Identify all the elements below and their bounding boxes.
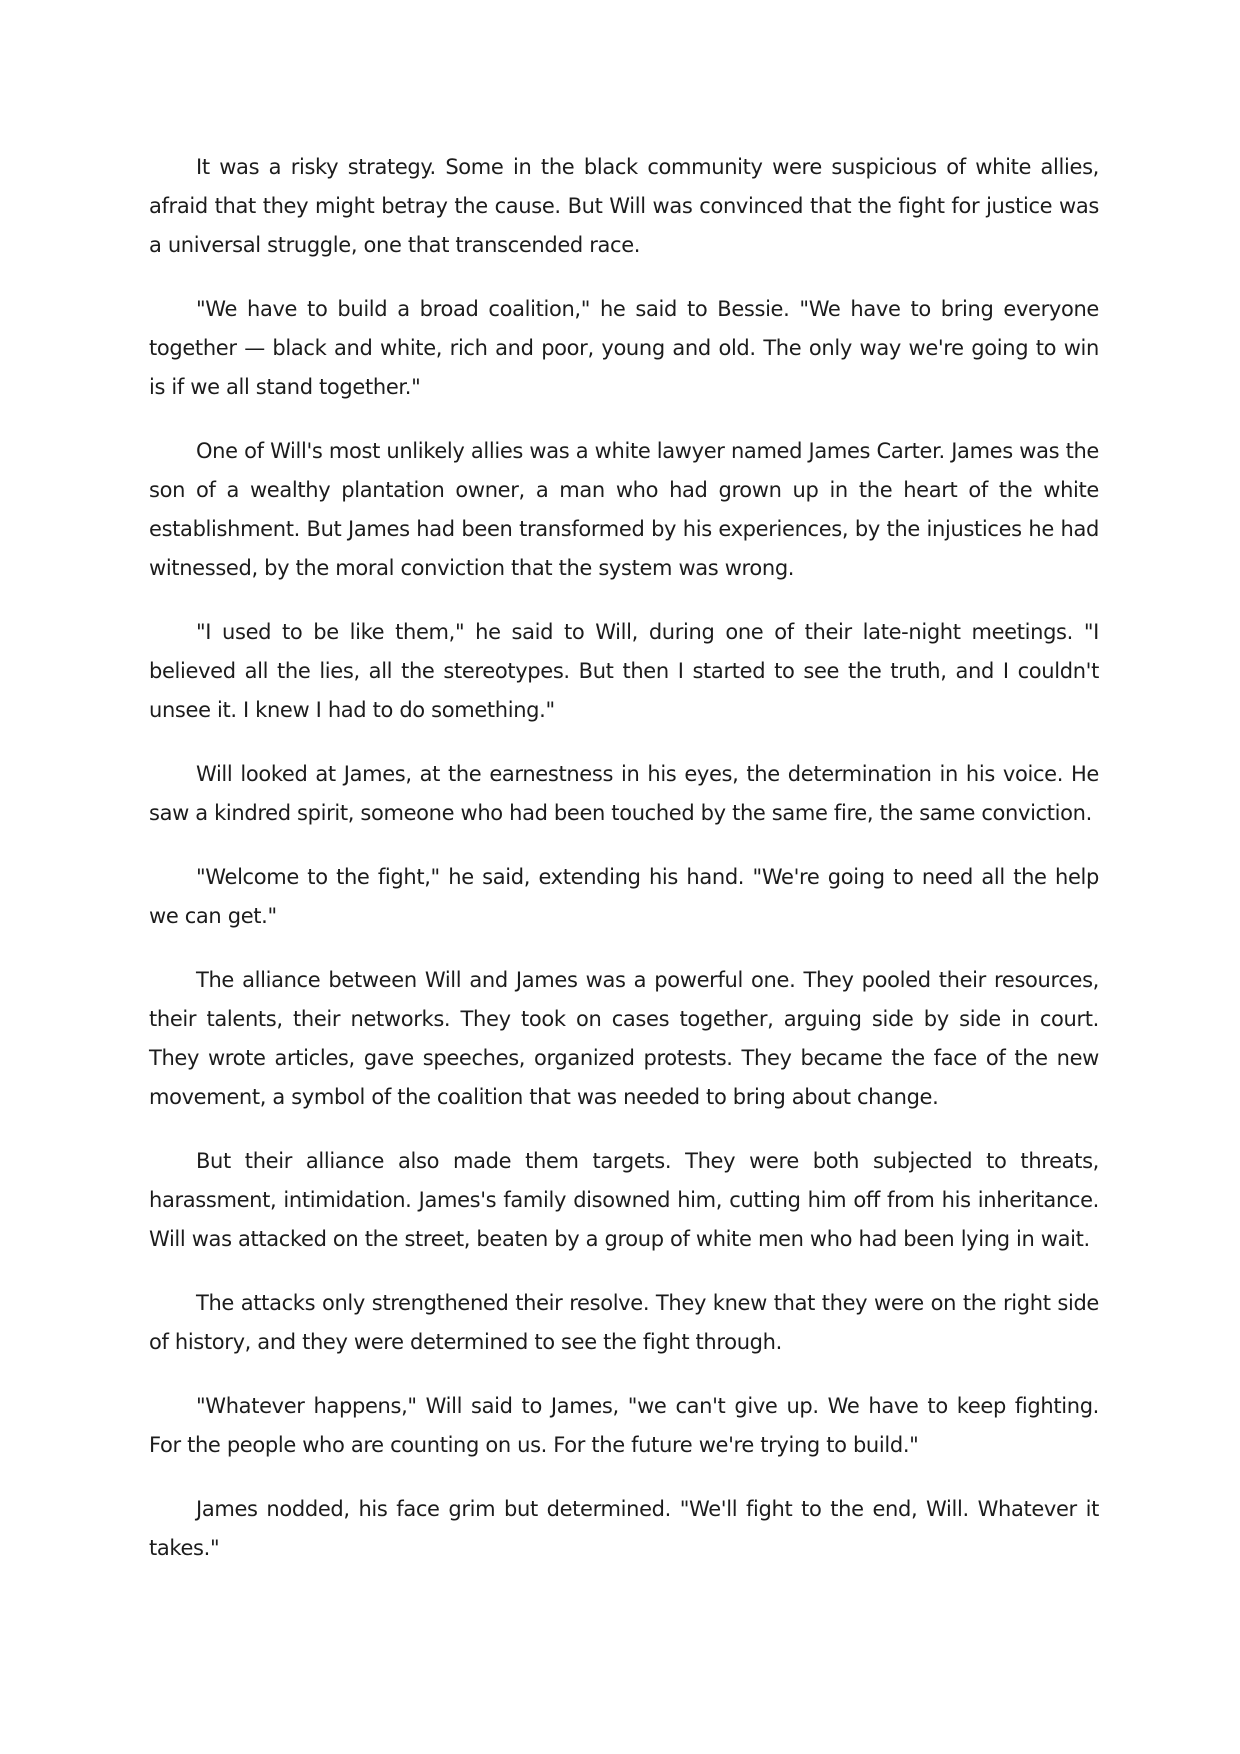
paragraph: But their alliance also made them targets. They were both subjected to threats, harassment, intimidation. James's family disowned him, cutting him off from his inheritance. Will was attacked on the street, beaten by a group of white men who had been lying in wait.	[149, 1149, 1099, 1251]
paragraph: James nodded, his face grim but determined. "We'll fight to the end, Will. Whatever it takes."	[149, 1497, 1099, 1560]
paragraph: "Whatever happens," Will said to James, "we can't give up. We have to keep fighting. For the people who are counting on us. For the future we're trying to build."	[149, 1394, 1099, 1457]
paragraph: "I used to be like them," he said to Will, during one of their late-night meetings. "I believed all the lies, all the stereotypes. But then I started to see the truth, and I couldn't unsee it. I knew I had to do something."	[149, 620, 1099, 722]
paragraph: "We have to build a broad coalition," he said to Bessie. "We have to bring everyone together — black and white, rich and poor, young and old. The only way we're going to win is if we all stand together."	[149, 297, 1099, 399]
paragraph: It was a risky strategy. Some in the black community were suspicious of white allies, afraid that they might betray the cause. But Will was convinced that the fight for justice was a universal struggle, one that transcended race.	[149, 155, 1099, 257]
paragraph: Will looked at James, at the earnestness in his eyes, the determination in his voice. He saw a kindred spirit, someone who had been touched by the same fire, the same conviction.	[149, 762, 1099, 825]
paragraph: "Welcome to the fight," he said, extending his hand. "We're going to need all the help we can get."	[149, 865, 1099, 928]
paragraph: One of Will's most unlikely allies was a white lawyer named James Carter. James was the son of a wealthy plantation owner, a man who had grown up in the heart of the white establishment. But James had been transformed by his experiences, by the injustices he had witnessed, by the moral conviction that the system was wrong.	[149, 439, 1099, 580]
body-text	[149, 148, 1099, 1593]
paragraph: The attacks only strengthened their resolve. They knew that they were on the right side of history, and they were determined to see the fight through.	[149, 1291, 1099, 1354]
paragraph: The alliance between Will and James was a powerful one. They pooled their resources, their talents, their networks. They took on cases together, arguing side by side in court. They wrote articles, gave speeches, organized protests. They became the face of the new movement, a symbol of the coalition that was needed to bring about change.	[149, 968, 1099, 1109]
